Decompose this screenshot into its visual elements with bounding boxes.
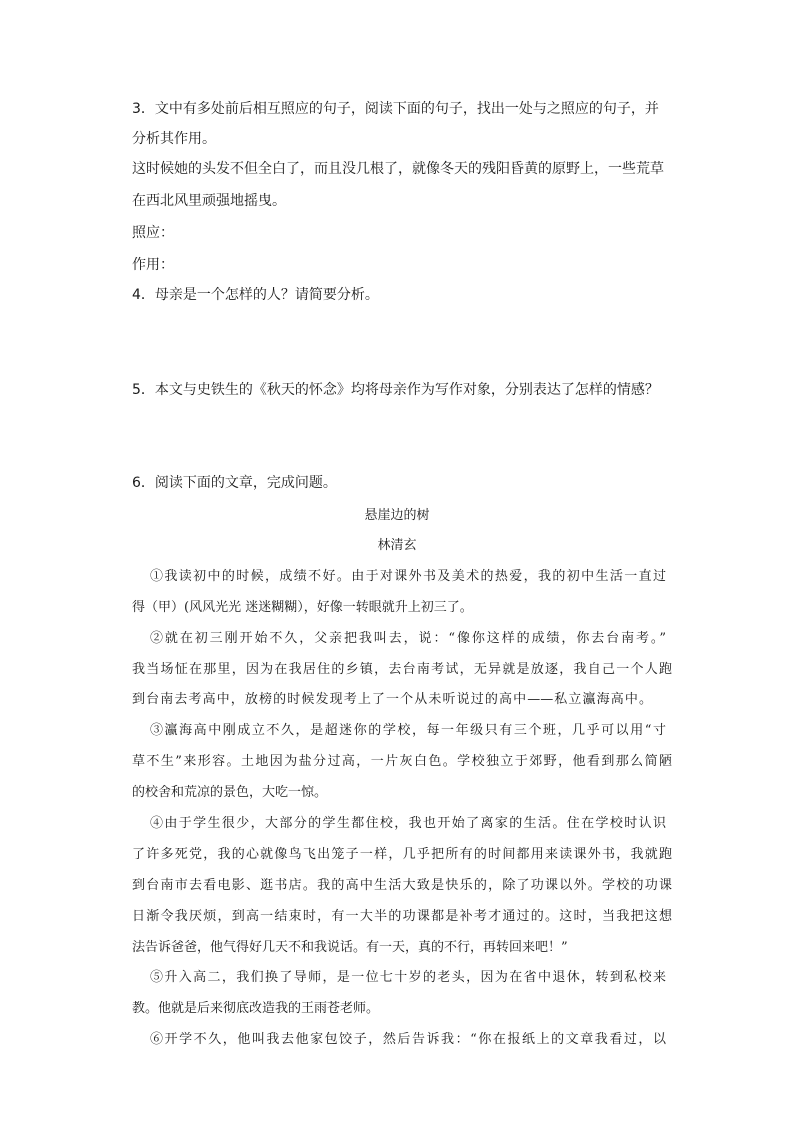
effect-answer-label: 作用：	[132, 257, 174, 273]
article-line: 草不生”来形容。土地因为盐分过高，一片灰白色。学校独立于郊野，他看到那么简陋	[132, 754, 672, 769]
question-6: 6．阅读下面的文章，完成问题。	[132, 475, 337, 491]
quote-line-1: 这时候她的头发不但全白了，而且没几根了，就像冬天的残阳昏黄的原野上，一些荒草	[132, 161, 664, 177]
article-line: ④由于学生很少，大部分的学生都住校，我也开始了离家的生活。住在学校时认识	[150, 816, 666, 831]
question-4: 4．母亲是一个怎样的人？请简要分析。	[132, 287, 379, 303]
article-line: ②就在初三刚开始不久，父亲把我叫去，说：“像你这样的成绩，你去台南考。”	[150, 631, 666, 646]
article-line: ⑤升入高二，我们换了导师，是一位七十岁的老头，因为在省中退休，转到私校来	[150, 970, 666, 985]
question-5: 5．本文与史铁生的《秋天的怀念》均将母亲作为写作对象，分别表达了怎样的情感？	[132, 382, 659, 398]
article-line: 了许多死党，我的心就像鸟飞出笼子一样，几乎把所有的时间都用来读课外书，我就跑	[132, 847, 672, 862]
article-line: 到台南去考高中，放榜的时候发现考上了一个从未听说过的高中——私立瀛海高中。	[132, 692, 652, 707]
article-title: 悬崖边的树	[364, 508, 430, 523]
question-3-line-2: 分析其作用。	[132, 131, 216, 147]
echo-answer-label: 照应：	[132, 225, 174, 241]
article-line: 的校舍和荒凉的景色，大吃一惊。	[132, 785, 328, 800]
article-line: ③瀛海高中刚成立不久，是超迷你的学校，每一年级只有三个班，几乎可以用“寸	[150, 723, 666, 738]
article-line: 法告诉爸爸，他气得好几天不和我说话。有一天，真的不行，再转回来吧！”	[132, 940, 568, 955]
article-line: ⑥开学不久，他叫我去他家包饺子，然后告诉我：“你在报纸上的文章我看过，以	[150, 1032, 666, 1047]
article-line: 日渐令我厌烦，到高一结束时，有一大半的功课都是补考才通过的。这时，当我把这想	[132, 909, 672, 924]
article-line: 教。他就是后来彻底改造我的王雨苍老师。	[132, 1001, 380, 1016]
article-line: 到台南市去看电影、逛书店。我的高中生活大致是快乐的，除了功课以外。学校的功课	[132, 878, 672, 893]
quote-line-2: 在西北风里顽强地摇曳。	[132, 193, 286, 209]
article-line: 我当场怔在那里，因为在我居住的乡镇，去台南考试，无异就是放逐，我自己一个人跑	[132, 662, 672, 677]
article-line: ①我读初中的时候，成绩不好。由于对课外书及美术的热爱，我的初中生活一直过	[150, 569, 666, 584]
article-line: 得（甲）(风风光光 迷迷糊糊），好像一转眼就升上初三了。	[132, 600, 473, 615]
article-author: 林清玄	[377, 538, 417, 553]
question-3-line-1: 3．文中有多处前后相互照应的句子，阅读下面的句子，找出一处与之照应的句子，并	[132, 101, 659, 117]
